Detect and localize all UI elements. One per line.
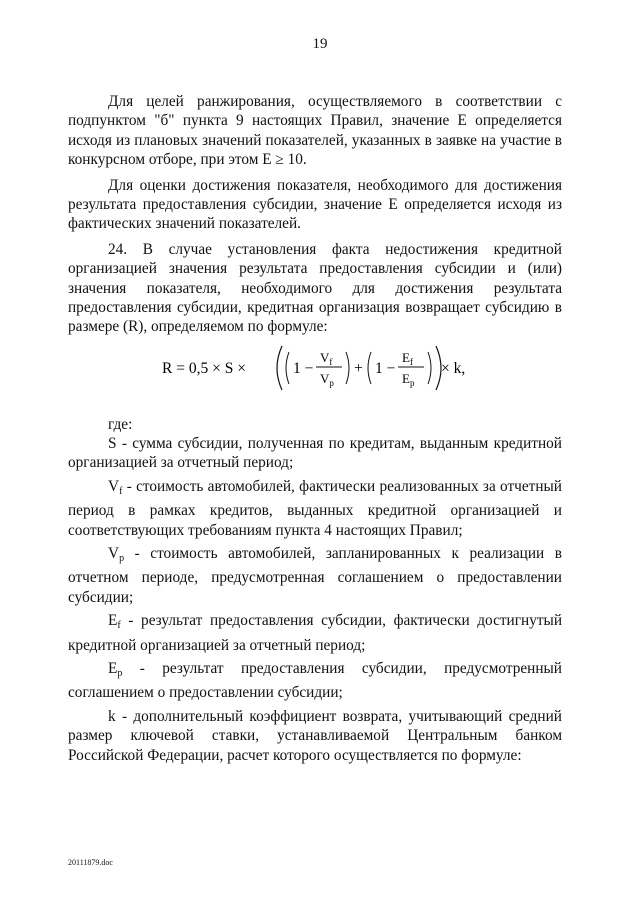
- definition-s: [68, 434, 562, 473]
- outer-paren-left: [277, 346, 282, 390]
- def-text: - сумма субсидии, полученная по кредитам, выданным кредитной организацией за отчетный период;: [68, 435, 562, 472]
- def-symbol: V: [108, 545, 120, 563]
- body-text: [68, 92, 562, 343]
- paren-b-right: [428, 352, 431, 384]
- paragraph-ranking: Для целей ранжирования, осуществляемого в соответствии с подпунктом "б" пункта 9 настоящих Правил, значение E определяется исходя из плановых значений показателей, указанных в заявке на участие в конкурсном отборе, при этом E ≥ 10.: [68, 93, 562, 169]
- formula-one-a: 1 −: [293, 360, 314, 377]
- def-text: - стоимость автомобилей, фактически реализованных за отчетный период в рамках кредитов, выданных кредитной организацией и соответствующих требованиям пункта 4 настоящих Правил;: [68, 477, 562, 539]
- definition-ef: [68, 611, 562, 655]
- page-number: 19: [312, 36, 328, 52]
- def-symbol: V: [108, 477, 120, 495]
- def-text: - результат предоставления субсидии, предусмотренный соглашением о предоставлении субсидии;: [68, 660, 562, 702]
- definition-vf: [68, 477, 562, 540]
- def-symbol: k: [108, 707, 116, 725]
- paren-a-right: [346, 352, 349, 384]
- formula-one-b: 1 −: [375, 360, 396, 377]
- def-subscript: p: [117, 668, 123, 680]
- formula-tail: × k,: [441, 360, 466, 377]
- formula-num-a: $V_f$: [320, 350, 333, 367]
- formula-num-b: $E_f$: [402, 350, 413, 367]
- formula-lhs: R = 0,5 × S ×: [162, 360, 246, 377]
- formula-r: [162, 338, 466, 398]
- def-subscript: f: [117, 620, 121, 632]
- def-text: - дополнительный коэффициент возврата, учитывающий средний размер ключевой ставки, устанавливаемой Центральным банком Российской Федерации, расчет которого осуществляется по формуле:: [68, 707, 562, 764]
- paren-b-left: [368, 352, 371, 384]
- def-text: - результат предоставления субсидии, фактически достигнутый кредитной организацией за отчетный период;: [68, 612, 562, 654]
- paragraph-assessment: Для оценки достижения показателя, необходимого для достижения результата предоставления субсидии, значение E определяется исходя из фактических значений показателей.: [68, 176, 562, 233]
- def-subscript: p: [119, 553, 125, 565]
- paragraph-clause-24: 24. В случае установления факта недостижения кредитной организацией значения результата предоставления субсидии и (или) значения показателя, необходимого для достижения результата предоставления субсидии, кредитная организация возвращает субсидию в размере (R), определяемом по формуле:: [68, 240, 562, 336]
- formula-svg: [162, 338, 466, 398]
- formula-den-a: $V_p$: [320, 371, 334, 388]
- formula-den-b: $E_p$: [402, 371, 415, 388]
- def-text: - стоимость автомобилей, запланированных к реализации в отчетном периоде, предусмотренная соглашением о предоставлении субсидии;: [68, 545, 562, 606]
- def-symbol: E: [108, 660, 118, 678]
- where-label: где:: [108, 416, 133, 433]
- definition-k: [68, 707, 562, 765]
- document-code: 20111879.doc: [68, 858, 113, 867]
- definition-vp: [68, 544, 562, 607]
- paren-a-left: [286, 352, 289, 384]
- def-symbol: E: [108, 612, 118, 630]
- def-subscript: f: [119, 485, 123, 497]
- definitions-list: [68, 434, 562, 769]
- definition-ep: [68, 659, 562, 703]
- formula-plus: +: [354, 360, 363, 377]
- def-symbol: S: [108, 435, 117, 452]
